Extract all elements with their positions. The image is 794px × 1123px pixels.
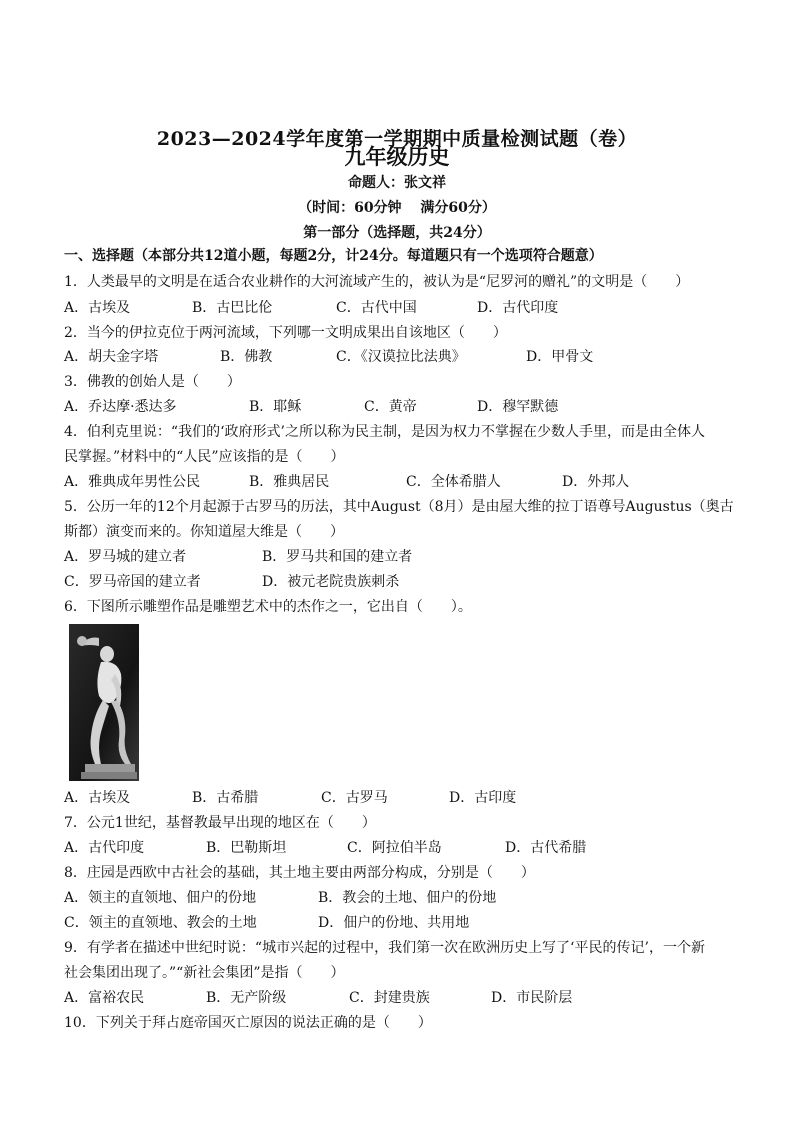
question-10-text: 10．下列关于拜占庭帝国灭亡原因的说法正确的是（ ） <box>64 1015 432 1031</box>
question-1-text: 1．人类最早的文明是在适合农业耕作的大河流域产生的，被认为是“尼罗河的赠礼”的文明是（ ） <box>64 274 690 290</box>
exam-title: 2023—2024学年度第一学期期中质量检测试题（卷） <box>156 128 638 150</box>
q5-option-d: D．被元老院贵族刺杀 <box>262 574 400 590</box>
author-line: 命题人：张文祥 <box>348 175 446 191</box>
q5-option-c: C．罗马帝国的建立者 <box>64 574 201 590</box>
question-7-text: 7．公元1世纪，基督教最早出现的地区在（ ） <box>64 815 376 831</box>
section-heading: 一、选择题（本部分共12道小题，每题2分，计24分。每道题只有一个选项符合题意） <box>64 248 603 264</box>
q3-option-d: D．穆罕默德 <box>477 399 559 415</box>
question-4-text-line1: 4．伯利克里说：“我们的‘政府形式’之所以称为民主制，是因为权力不掌握在少数人手里，而是由全体人 <box>64 424 705 440</box>
question-9-text-line2: 社会集团出现了。”“新社会集团”是指（ ） <box>64 965 345 981</box>
q4-option-a: A．雅典成年男性公民 <box>64 474 201 490</box>
q4-option-b: B．雅典居民 <box>249 474 330 490</box>
q7-option-d: D．古代希腊 <box>505 840 587 856</box>
time-info: （时间：60分钟 满分60分） <box>298 200 496 216</box>
q8-option-a: A．领主的直领地、佃户的份地 <box>64 890 257 906</box>
q2-option-a: A．胡夫金字塔 <box>64 349 159 365</box>
discus-thrower-statue-photo <box>69 624 139 781</box>
subject-title: 九年级历史 <box>344 144 450 169</box>
q6-option-d: D．古印度 <box>449 790 517 806</box>
question-9-text-line1: 9．有学者在描述中世纪时说：“城市兴起的过程中，我们第一次在欧洲历史上写了‘平民的传记’，一个新 <box>64 940 705 956</box>
question-5-text-line1: 5．公历一年的12个月起源于古罗马的历法，其中August（8月）是由屋大维的拉丁语尊号Augustus（奥古 <box>64 499 734 515</box>
q6-option-a: A．古埃及 <box>64 790 131 806</box>
q2-option-c: C．《汉谟拉比法典》 <box>336 349 466 365</box>
q6-option-b: B．古希腊 <box>192 790 259 806</box>
q9-option-c: C．封建贵族 <box>349 990 430 1006</box>
question-2-text: 2．当今的伊拉克位于两河流域，下列哪一文明成果出自该地区（ ） <box>64 325 507 341</box>
q1-option-b: B．古巴比伦 <box>192 300 273 316</box>
q1-option-d: D．古代印度 <box>477 300 559 316</box>
q3-option-c: C．黄帝 <box>364 399 417 415</box>
q6-option-c: C．古罗马 <box>321 790 388 806</box>
question-4-text-line2: 民掌握。”材料中的“人民”应该指的是（ ） <box>64 449 345 465</box>
q4-option-d: D．外邦人 <box>562 474 630 490</box>
q3-option-b: B．耶稣 <box>249 399 302 415</box>
q4-option-c: C．全体希腊人 <box>406 474 501 490</box>
question-5-text-line2: 斯都）演变而来的。你知道屋大维是（ ） <box>64 524 344 540</box>
q8-option-d: D．佃户的份地、共用地 <box>318 915 470 931</box>
q1-option-a: A．古埃及 <box>64 300 131 316</box>
q8-option-b: B．教会的土地、佃户的份地 <box>318 890 497 906</box>
q8-option-c: C．领主的直领地、教会的土地 <box>64 915 257 931</box>
q7-option-b: B．巴勒斯坦 <box>206 840 287 856</box>
question-3-text: 3．佛教的创始人是（ ） <box>64 374 241 390</box>
q9-option-d: D．市民阶层 <box>491 990 573 1006</box>
q7-option-a: A．古代印度 <box>64 840 145 856</box>
question-8-text: 8．庄园是西欧中古社会的基础，其土地主要由两部分构成，分别是（ ） <box>64 865 535 881</box>
q2-option-d: D．甲骨文 <box>526 349 594 365</box>
q5-option-a: A．罗马城的建立者 <box>64 549 187 565</box>
part-heading: 第一部分（选择题，共24分） <box>303 225 491 241</box>
q9-option-a: A．富裕农民 <box>64 990 145 1006</box>
q3-option-a: A．乔达摩·悉达多 <box>64 399 177 415</box>
q1-option-c: C．古代中国 <box>336 300 417 316</box>
q7-option-c: C．阿拉伯半岛 <box>347 840 442 856</box>
q9-option-b: B．无产阶级 <box>206 990 287 1006</box>
q2-option-b: B．佛教 <box>220 349 273 365</box>
q5-option-b: B．罗马共和国的建立者 <box>262 549 413 565</box>
question-6-text: 6．下图所示雕塑作品是雕塑艺术中的杰作之一，它出自（ ）。 <box>64 599 472 615</box>
